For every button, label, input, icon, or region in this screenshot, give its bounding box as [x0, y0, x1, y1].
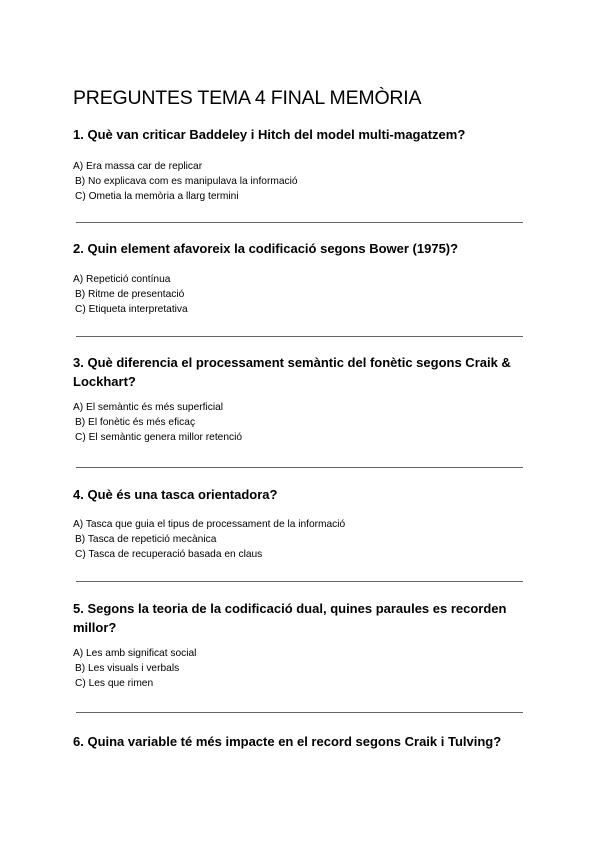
options-list: [73, 400, 533, 445]
question-text: 2. Quin element afavoreix la codificació segons Bower (1975)?: [73, 241, 459, 256]
question-text: 6. Quina variable té més impacte en el record segons Craik i Tulving?: [73, 734, 502, 749]
question-text: 1. Què van criticar Baddeley i Hitch del model multi-magatzem?: [73, 127, 466, 142]
answer-line: [76, 712, 523, 713]
option-b: B) El fonètic és més eficaç: [75, 417, 196, 428]
option-b: B) Tasca de repetició mecànica: [75, 534, 217, 545]
options-list: [73, 272, 533, 317]
option-b: B) Ritme de presentació: [75, 289, 185, 300]
page-title: PREGUNTES TEMA 4 FINAL MEMÒRIA: [73, 87, 422, 109]
question-6: [73, 732, 533, 751]
option-b: B) No explicava com es manipulava la informació: [75, 176, 298, 187]
option-c: C) Tasca de recuperació basada en claus: [75, 549, 263, 560]
question-text: 3. Què diferencia el processament semàntic del fonètic segons Craik & Lockhart?: [73, 355, 511, 389]
answer-line: [76, 467, 523, 468]
answer-line: [76, 336, 523, 337]
question-1: [73, 125, 533, 204]
option-c: C) Les que rimen: [75, 678, 154, 689]
options-list: [73, 646, 533, 691]
option-a: A) Les amb significat social: [73, 648, 197, 659]
option-b: B) Les visuals i verbals: [75, 663, 180, 674]
option-a: A) Era massa car de replicar: [73, 161, 203, 172]
option-c: C) Etiqueta interpretativa: [75, 304, 188, 315]
options-list: [73, 159, 533, 204]
option-c: C) El semàntic genera millor retenció: [75, 432, 243, 443]
answer-line: [76, 222, 523, 223]
option-a: A) El semàntic és més superficial: [73, 402, 224, 413]
question-4: [73, 485, 533, 562]
question-3: [73, 353, 533, 445]
option-a: A) Tasca que guia el tipus de processament de la informació: [73, 519, 346, 530]
answer-line: [76, 581, 523, 582]
question-2: [73, 239, 533, 317]
option-a: A) Repetició contínua: [73, 274, 171, 285]
options-list: [73, 517, 533, 562]
question-text: 4. Què és una tasca orientadora?: [73, 487, 278, 502]
option-c: C) Ometia la memòria a llarg termini: [75, 191, 239, 202]
question-text: 5. Segons la teoria de la codificació dual, quines paraules es recorden millor?: [73, 601, 507, 635]
question-5: [73, 599, 533, 691]
